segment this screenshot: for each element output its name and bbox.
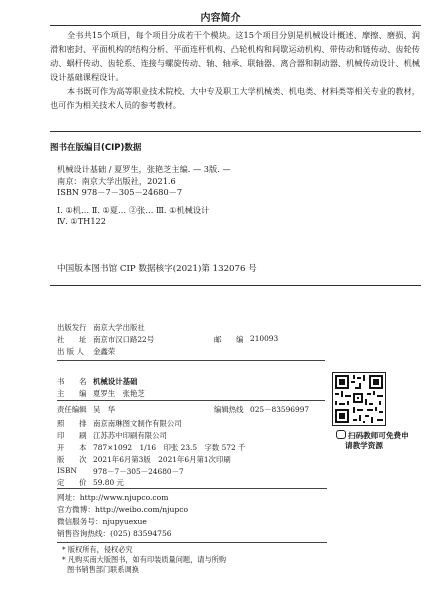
section-title: 内容简介 xyxy=(200,13,241,24)
isbn-value: 978－7－305－24680－7 xyxy=(93,467,184,476)
publisher-head-value: 金鑫荣 xyxy=(93,347,116,356)
copyright-notice xyxy=(62,545,226,575)
cip-line: Ⅰ. ①机… Ⅱ. ①夏… ②张… Ⅲ. ①机械设计 xyxy=(57,204,210,215)
notice-line: * 凡购买南大版图书，如有印装质量问题，请与所购 xyxy=(62,555,227,564)
cip-block xyxy=(57,164,387,228)
typeset-label: 照 排 xyxy=(57,419,87,428)
format-value: 787×1092 1/16 印张 23.5 字数 572 千 xyxy=(93,443,246,452)
divider xyxy=(50,285,421,286)
editor-label: 主 编 xyxy=(57,389,87,398)
intro-paragraph: 全书共15个项目，每个项目分成若干个模块。这15个项目分别是机械设计概述、摩擦、磨损、润滑和密封、平面机构的结构分析、平面连杆机构、凸轮机构和间歇运动机构、带传动和链传动、齿轮传动、蜗杆传动、齿轮系、连接与螺旋传动、轴、轴承、联轴器、离合器和制动器、机械传动设计、机械设计基础课程设计。 xyxy=(50,30,420,82)
price-value: 59.80 元 xyxy=(93,478,124,487)
wechat-account: 微信服务号：njupyuexue xyxy=(57,517,147,526)
format-label: 开 本 xyxy=(57,443,87,452)
responsible-editor-label: 责任编辑 xyxy=(57,405,87,414)
printer-value: 江苏苏中印刷有限公司 xyxy=(93,431,167,440)
typeset-value: 南京南琳图文制作有限公司 xyxy=(93,419,182,428)
printer-label: 印 刷 xyxy=(57,431,87,440)
address-label: 社 址 xyxy=(57,335,87,344)
hotline-value: 025－83596997 xyxy=(250,405,310,414)
cip-line: ISBN 978－7－305－24680－7 xyxy=(57,187,183,197)
address-value: 南京市汉口路22号 xyxy=(93,335,155,344)
wechat-icon xyxy=(336,430,346,439)
publisher-value: 南京大学出版社 xyxy=(93,323,145,332)
cip-line: 机械设计基础 / 夏罗生，张艳芝主编. — 3版. — xyxy=(57,164,231,174)
weibo: 官方微博：http://weibo.com/njupco xyxy=(57,505,189,514)
publisher-label: 出版发行 xyxy=(57,323,87,332)
postcode-label: 邮 编 xyxy=(214,335,244,344)
sales-hotline: 销售咨询热线：(025) 83594756 xyxy=(57,529,172,538)
book-title-label: 书 名 xyxy=(57,377,87,386)
publisher-head-label: 出 版 人 xyxy=(57,347,84,356)
notice-line: * 版权所有，侵权必究 xyxy=(62,545,133,554)
edition-label: 版 次 xyxy=(57,455,87,464)
responsible-editor-value: 吴 华 xyxy=(93,405,116,414)
cip-line: Ⅳ. ①TH122 xyxy=(57,216,106,226)
cip-line: 南京：南京大学出版社，2021.6 xyxy=(57,175,176,186)
isbn-label: ISBN xyxy=(57,466,77,475)
qr-caption-line: 请教学资源 xyxy=(345,441,383,450)
price-label: 定 价 xyxy=(57,478,87,487)
intro-text xyxy=(50,28,420,112)
notice-line: 图书销售部门联系调换 xyxy=(67,565,139,574)
editor-value: 夏罗生 张艳芝 xyxy=(93,389,145,398)
divider xyxy=(50,131,421,132)
qr-caption xyxy=(336,430,426,451)
postcode-value: 210093 xyxy=(250,334,279,343)
edition-value: 2021年6月第3版 2021年6月第1次印刷 xyxy=(93,455,231,464)
divider xyxy=(57,400,325,401)
cip-check-number: 中国版本图书馆 CIP 数据核字(2021)第 132076 号 xyxy=(57,264,257,274)
divider xyxy=(50,25,421,26)
website: 网址：http://www.njupco.com xyxy=(57,493,169,502)
qr-caption-line: 扫码教师可免费申 xyxy=(348,431,409,440)
hotline-label: 编辑热线 xyxy=(214,405,244,414)
intro-paragraph: 本书既可作为高等职业技术院校、大中专及职工大学机械类、机电类、材料类等相关专业的教材，也可作为相关技术人员的参考教材。 xyxy=(50,86,420,110)
divider xyxy=(57,488,327,489)
divider xyxy=(57,360,325,361)
divider xyxy=(57,542,327,543)
book-title-value: 机械设计基础 xyxy=(93,377,138,386)
qr-code xyxy=(332,372,386,426)
cip-heading: 图书在版编目(CIP)数据 xyxy=(50,143,142,153)
